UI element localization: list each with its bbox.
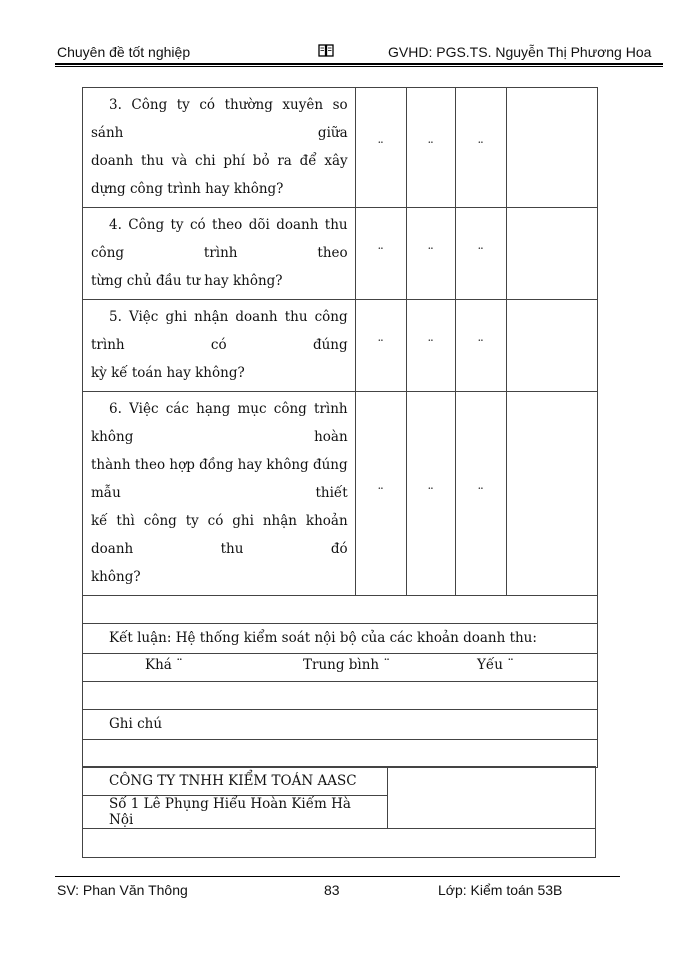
- blank-cell: [83, 596, 598, 624]
- question-row-5: [83, 300, 598, 392]
- yes-checkbox[interactable]: ¨: [355, 208, 406, 300]
- no-checkbox[interactable]: ¨: [406, 392, 455, 596]
- header-right: GVHD: PGS.TS. Nguyễn Thị Phương Hoa: [388, 44, 652, 60]
- footer-rule: [55, 876, 620, 877]
- question-cell: [83, 300, 356, 392]
- question-line: 3. Công ty có thường xuyên so: [109, 97, 348, 113]
- notes-input-cell[interactable]: [83, 740, 598, 768]
- question-5-text: [83, 300, 355, 391]
- na-checkbox[interactable]: ¨: [455, 392, 506, 596]
- question-line: từng chủ đầu tư hay không?: [91, 273, 283, 289]
- notes-blank-row: [83, 740, 598, 768]
- question-cell: [83, 88, 356, 208]
- blank-row: [83, 682, 598, 710]
- remark-cell[interactable]: [506, 392, 597, 596]
- yes-checkbox[interactable]: ¨: [355, 392, 406, 596]
- question-row-4: [83, 208, 598, 300]
- na-checkbox[interactable]: ¨: [455, 88, 506, 208]
- blank-cell: [83, 682, 598, 710]
- question-cell: [83, 392, 356, 596]
- rating-weak[interactable]: Yếu ¨: [477, 657, 514, 673]
- question-line: dựng công trình hay không?: [91, 181, 284, 197]
- question-line: kế thì công ty có ghi nhận khoản: [91, 513, 348, 529]
- company-side-cell: [388, 767, 596, 829]
- ratings-row: [83, 654, 598, 682]
- remark-cell[interactable]: [506, 208, 597, 300]
- notes-row: [83, 710, 598, 740]
- yes-checkbox[interactable]: ¨: [355, 300, 406, 392]
- question-line: sánh giữa: [91, 125, 348, 141]
- ratings-cell: [83, 654, 598, 682]
- question-line: doanh thu và chi phí bỏ ra để xây: [91, 153, 348, 169]
- question-6-text: [83, 392, 355, 595]
- question-3-text: [83, 88, 355, 207]
- conclusion-label: Kết luận: Hệ thống kiểm soát nội bộ của các khoản doanh thu:: [109, 630, 537, 646]
- question-row-6: [83, 392, 598, 596]
- question-line: doanh thu đó: [91, 541, 348, 557]
- question-line: 4. Công ty có theo dõi doanh thu: [109, 217, 348, 233]
- na-checkbox[interactable]: ¨: [455, 300, 506, 392]
- na-checkbox[interactable]: ¨: [455, 208, 506, 300]
- question-line: không hoàn: [91, 429, 348, 445]
- header-rule: [55, 63, 663, 65]
- question-4-text: [83, 208, 355, 299]
- footer-student: SV: Phan Văn Thông: [57, 882, 188, 898]
- no-checkbox[interactable]: ¨: [406, 88, 455, 208]
- questionnaire-table: [82, 87, 598, 768]
- no-checkbox[interactable]: ¨: [406, 208, 455, 300]
- question-line: trình có đúng: [91, 337, 348, 353]
- question-line: không?: [91, 569, 141, 585]
- notes-cell: [83, 710, 598, 740]
- remark-cell[interactable]: [506, 300, 597, 392]
- question-line: công trình theo: [91, 245, 348, 261]
- question-line: thành theo hợp đồng hay không đúng: [91, 457, 348, 473]
- yes-checkbox[interactable]: ¨: [355, 88, 406, 208]
- notes-label: Ghi chú: [109, 716, 163, 732]
- company-blank-cell: [83, 829, 596, 858]
- no-checkbox[interactable]: ¨: [406, 300, 455, 392]
- question-cell: [83, 208, 356, 300]
- question-line: mẫu thiết: [91, 485, 348, 501]
- conclusion-cell: [83, 624, 598, 654]
- question-line: 6. Việc các hạng mục công trình: [109, 401, 348, 417]
- question-line: 5. Việc ghi nhận doanh thu công: [109, 309, 348, 325]
- header-rule-thin: [55, 66, 663, 67]
- rating-average[interactable]: Trung bình ¨: [303, 657, 391, 673]
- question-line: kỳ kế toán hay không?: [91, 365, 245, 381]
- book-icon: [318, 44, 334, 57]
- footer-class: Lớp: Kiểm toán 53B: [438, 882, 563, 898]
- company-table: [82, 766, 596, 858]
- question-row-3: [83, 88, 598, 208]
- header-left: Chuyên đề tốt nghiệp: [57, 44, 191, 60]
- remark-cell[interactable]: [506, 88, 597, 208]
- company-name: CÔNG TY TNHH KIỂM TOÁN AASC: [83, 767, 388, 796]
- company-address: Số 1 Lê Phụng Hiểu Hoàn Kiếm Hà Nội: [83, 796, 388, 829]
- blank-row: [83, 596, 598, 624]
- company-name-row: [83, 767, 596, 796]
- company-blank-row: [83, 829, 596, 858]
- page-number: 83: [324, 882, 340, 898]
- conclusion-row: [83, 624, 598, 654]
- rating-good[interactable]: Khá ¨: [145, 657, 183, 673]
